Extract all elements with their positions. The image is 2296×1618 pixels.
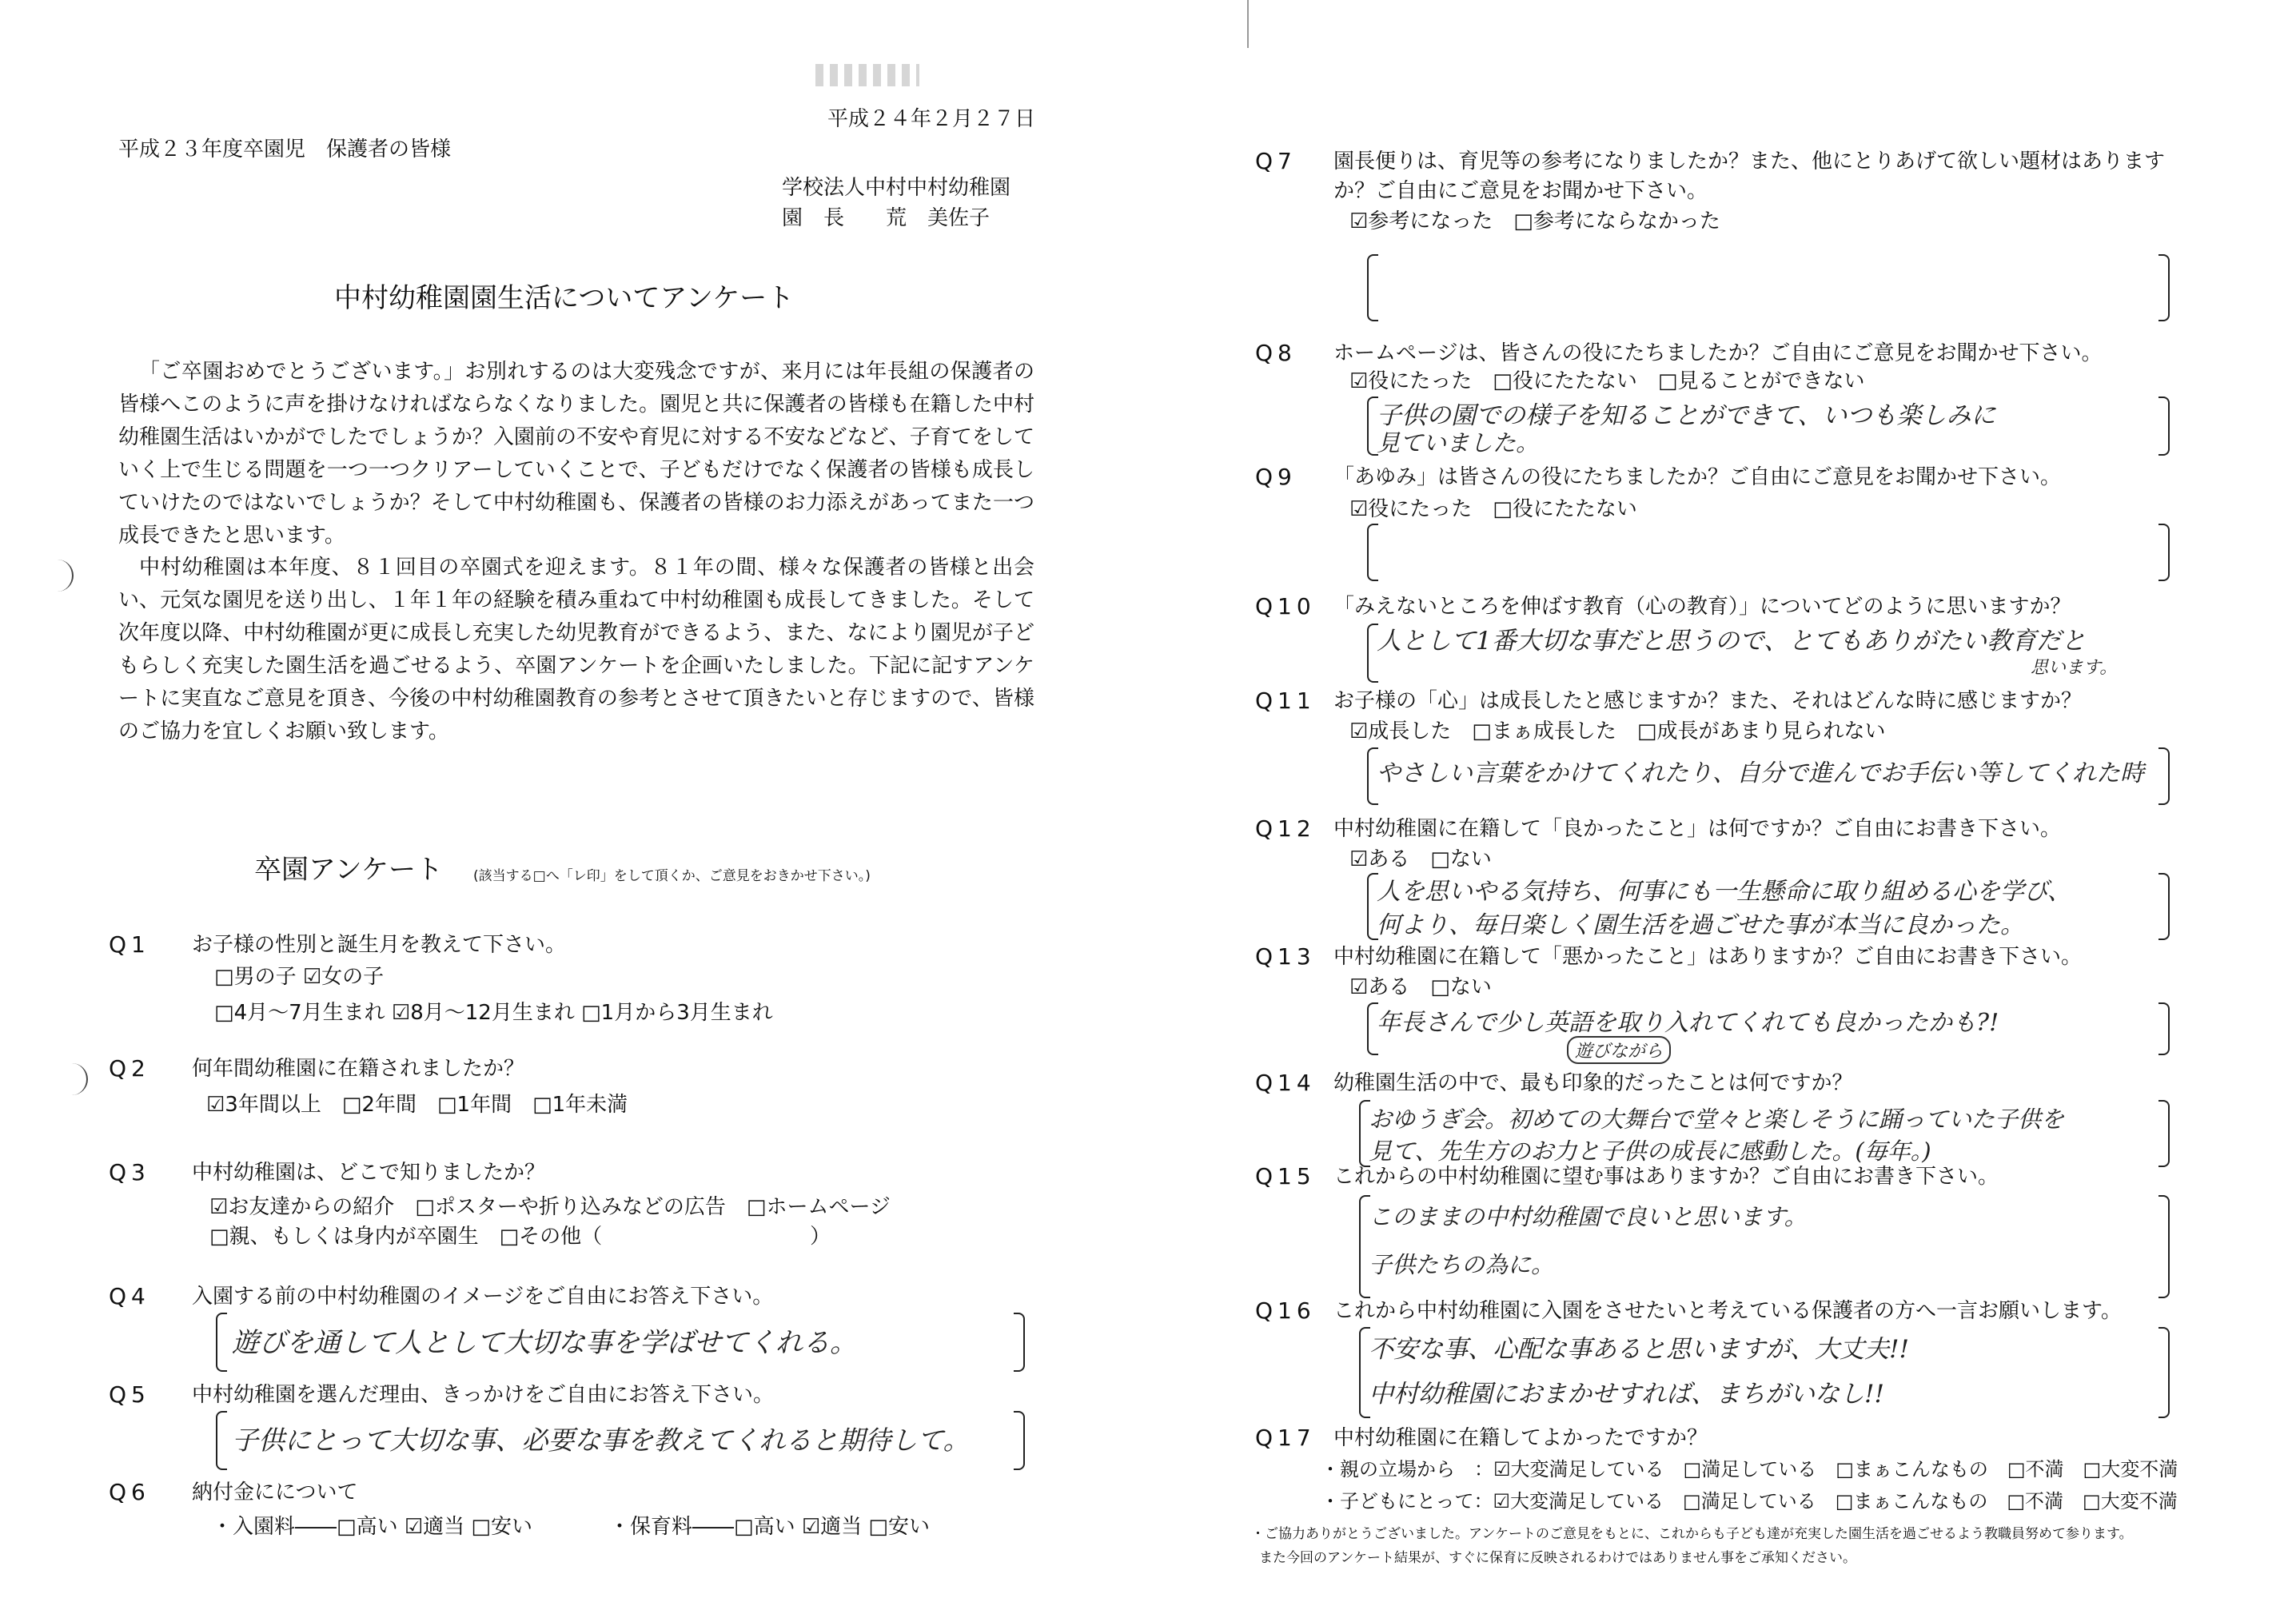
question-number: Q12 <box>1255 815 1316 842</box>
parent-satisfaction-options[interactable]: ・親の立場から ：☑大変満足している □満足している □まぁこんなもの □不満 □大変不満 <box>1321 1458 2178 1481</box>
question-number: Q4 <box>109 1283 150 1309</box>
question-number: Q17 <box>1255 1425 1316 1451</box>
question-number: Q15 <box>1255 1163 1316 1190</box>
question-text: お子様の「心」は成長したと感じますか？また、それはどんな時に感じますか？ <box>1333 689 2083 713</box>
question-number: Q3 <box>109 1159 150 1186</box>
q9-options[interactable]: ☑役にたった □役にたたない <box>1349 497 1637 521</box>
question-number: Q10 <box>1255 593 1316 620</box>
question-number: Q1 <box>109 931 150 958</box>
question-text: これからの中村幼稚園に望む事はありますか？ご自由にお書き下さい。 <box>1333 1165 1999 1189</box>
answer-bracket-left <box>216 1411 227 1470</box>
scan-hole-mark <box>70 1063 88 1095</box>
question-text: 入園する前の中村幼稚園のイメージをご自由にお答え下さい。 <box>192 1285 774 1309</box>
question-number: Q6 <box>109 1479 150 1505</box>
question-text: 中村幼稚園に在籍して「悪かったこと」はありますか？ご自由にお書き下さい。 <box>1333 945 2083 969</box>
answer-bracket-right <box>2158 873 2170 940</box>
answer-bracket-right <box>2158 1100 2170 1167</box>
handwritten-answer: このままの中村幼稚園で良いと思います。 <box>1369 1203 1808 1230</box>
intro-paragraph-2: 中村幼稚園は本年度、８１回目の卒園式を迎えます。８１年の間、様々な保護者の皆様と出会い、元気な園児を送り出し、１年１年の経験を積み重ねて中村幼稚園も成長してきました。そして次年度以降、中村幼稚園が更に成長し充実した幼児教育ができるよう、また、なにより園児が子どもらしく充実した園生活を過ごせるよう、卒園アンケートを企画いたしました。下記に記すアンケートに実直なご意見を頂き、今後の中村幼稚園教育の参考とさせて頂きたいと存じますので、皆様のご協力を宜しくお願い致します。 <box>118 556 1034 743</box>
question-text: 中村幼稚園は、どこで知りましたか？ <box>192 1161 546 1185</box>
question-number: Q11 <box>1255 687 1316 714</box>
handwritten-answer: 何より、毎日楽しく園生活を過ごせた事が本当に良かった。 <box>1377 911 2024 939</box>
question-text-cont: か？ご自由にご意見をお聞かせ下さい。 <box>1333 179 1708 203</box>
question-number: Q5 <box>109 1381 150 1408</box>
handwritten-answer: 中村幼稚園におまかせすれば、まちがいなし!! <box>1369 1380 1884 1409</box>
addressee: 平成２３年度卒園児 保護者の皆様 <box>118 137 452 161</box>
question-text: 「あゆみ」は皆さんの役にたちましたか？ご自由にご意見をお聞かせ下さい。 <box>1333 465 2062 489</box>
q13-options[interactable]: ☑ある □ない <box>1349 975 1492 999</box>
admission-fee-options[interactable]: ・入園料――□高い ☑適当 □安い <box>212 1515 532 1539</box>
question-number: Q8 <box>1255 340 1297 366</box>
principal-name: 園 長 荒 美佐子 <box>782 206 991 230</box>
answer-bracket-right <box>2158 1195 2170 1298</box>
answer-bracket-right <box>1014 1313 1025 1372</box>
answer-bracket-right <box>2158 1002 2170 1055</box>
school-name: 学校法人中村中村幼稚園 <box>782 176 1011 200</box>
q7-options[interactable]: ☑参考になった □参考にならなかった <box>1349 209 1720 233</box>
question-text: 「みえないところを伸ばす教育（心の教育）」についてどのように思いますか？ <box>1333 595 2071 619</box>
handwritten-answer: 子供の園での様子を知ることができて、いつも楽しみに <box>1377 401 1996 430</box>
scan-hole-mark <box>48 560 74 592</box>
stamp <box>815 64 919 86</box>
handwritten-answer: 遊びを通して人として大切な事を学ばせてくれる。 <box>232 1327 857 1359</box>
question-text: 何年間幼稚園に在籍されましたか？ <box>192 1057 525 1081</box>
tuition-fee-options[interactable]: ・保育料――□高い ☑適当 □安い <box>609 1515 930 1539</box>
question-number: Q16 <box>1255 1297 1316 1324</box>
answer-bracket-left <box>216 1313 227 1372</box>
answer-bracket-right <box>2158 254 2170 321</box>
survey-heading: 卒園アンケート <box>254 854 443 886</box>
birth-month-options[interactable]: □4月～7月生まれ ☑8月～12月生まれ □1月から3月生まれ <box>214 1001 773 1025</box>
handwritten-answer: おゆうぎ会。初めての大舞台で堂々と楽しそうに踊っていた子供を <box>1369 1106 2065 1133</box>
handwritten-answer: 見て、先生方のお力と子供の成長に感動した。(毎年。) <box>1369 1138 1931 1165</box>
intro-paragraph-1: 「ご卒園おめでとうございます。」お別れするのは大変残念ですが、来月には年長組の保護者の皆様へこのように声を掛けなければならなくなりました。園児と共に保護者の皆様も在籍した中村幼稚園生活はいかがでしたでしょうか？入園前の不安や育児に対する不安などなど、子育てをしていく上で生じる問題を一つ一つクリアーしていくことで、子どもだけでなく保護者の皆様も成長していけたのではないでしょうか？そして中村幼稚園も、保護者の皆様のお力添えがあってまた一つ成長できたと思います。 <box>118 360 1034 548</box>
handwritten-answer: 人を思いやる気持ち、何事にも一生懸命に取り組める心を学び、 <box>1377 878 2071 906</box>
footer-note: ・ご協力ありがとうございました。アンケートのご意見をもとに、これからも子ども達が充実した園生活を過ごせるよう教職員努めて参ります。 <box>1251 1526 2133 1542</box>
question-text: 納付金にについて <box>192 1481 358 1504</box>
handwritten-answer: 子供たちの為に。 <box>1369 1251 1555 1278</box>
answer-bracket-right <box>2158 524 2170 581</box>
answer-bracket-left <box>1367 254 1378 321</box>
question-text: 中村幼稚園に在籍してよかったですか？ <box>1333 1426 1708 1450</box>
question-text: ホームページは、皆さんの役にたちましたか？ご自由にご意見をお聞かせ下さい。 <box>1333 341 2103 365</box>
footer-note: また今回のアンケート結果が、すぐに保育に反映されるわけではありません事をご承知ください。 <box>1259 1550 1856 1566</box>
handwritten-note: 遊びながら <box>1567 1036 1671 1064</box>
question-number: Q2 <box>109 1055 150 1082</box>
q11-options[interactable]: ☑成長した □まぁ成長した □成長があまり見られない <box>1349 719 1886 743</box>
question-text: これから中村幼稚園に入園をさせたいと考えている保護者の方へ一言お願いします。 <box>1333 1299 2122 1323</box>
handwritten-answer: 年長さんで少し英語を取り入れてくれても良かったかも?! <box>1377 1009 1999 1037</box>
question-text: 中村幼稚園に在籍して「良かったこと」は何ですか？ご自由にお書き下さい。 <box>1333 817 2062 841</box>
source-options-2[interactable]: □親、もしくは身内が卒園生 □その他（ ） <box>209 1225 831 1249</box>
gender-options[interactable]: □男の子 ☑女の子 <box>214 965 385 989</box>
question-text: 幼稚園生活の中で、最も印象的だったことは何ですか？ <box>1333 1071 1853 1095</box>
page-edge-mark <box>1247 0 1249 48</box>
source-options[interactable]: ☑お友達からの紹介 □ポスターや折り込みなどの広告 □ホームページ <box>209 1195 891 1219</box>
question-text: 中村幼稚園を選んだ理由、きっかけをご自由にお答え下さい。 <box>192 1383 775 1407</box>
question-number: Q7 <box>1255 148 1297 174</box>
enrollment-options[interactable]: ☑3年間以上 □2年間 □1年間 □1年未満 <box>206 1093 628 1117</box>
question-number: Q14 <box>1255 1070 1316 1096</box>
q12-options[interactable]: ☑ある □ない <box>1349 847 1492 871</box>
handwritten-answer: 子供にとって大切な事、必要な事を教えてくれると期待して。 <box>232 1425 970 1456</box>
handwritten-answer: 不安な事、心配な事あると思いますが、大丈夫!! <box>1369 1335 1909 1364</box>
date: 平成２４年２月２７日 <box>827 107 1036 131</box>
page-title: 中村幼稚園園生活についてアンケート <box>334 282 795 314</box>
question-text: お子様の性別と誕生月を教えて下さい。 <box>192 933 567 957</box>
handwritten-answer: 思います。 <box>2031 658 2118 678</box>
answer-bracket-right <box>2158 1327 2170 1418</box>
answer-bracket-right <box>2158 747 2170 805</box>
q8-options[interactable]: ☑役にたった □役にたたない □見ることができない <box>1349 369 1865 393</box>
question-text: 園長便りは、育児等の参考になりましたか？また、他にとりあげて欲しい題材はあります <box>1333 149 2166 173</box>
answer-bracket-right <box>1014 1411 1025 1470</box>
handwritten-answer: 人として1番大切な事だと思うので、とてもありがたい教育だと <box>1377 627 2087 656</box>
survey-instruction: (該当する□へ「レ印」をして頂くか、ご意見をおきかせ下さい。) <box>473 868 871 884</box>
question-number: Q9 <box>1255 464 1297 490</box>
answer-bracket-right <box>2158 397 2170 456</box>
handwritten-answer: やさしい言葉をかけてくれたり、自分で進んでお手伝い等してくれた時 <box>1377 759 2144 787</box>
child-satisfaction-options[interactable]: ・子どもにとって：☑大変満足している □満足している □まぁこんなもの □不満 □大変不満 <box>1321 1490 2178 1512</box>
question-number: Q13 <box>1255 943 1316 970</box>
handwritten-answer: 見ていました。 <box>1377 429 1540 456</box>
answer-bracket-left <box>1367 524 1378 581</box>
